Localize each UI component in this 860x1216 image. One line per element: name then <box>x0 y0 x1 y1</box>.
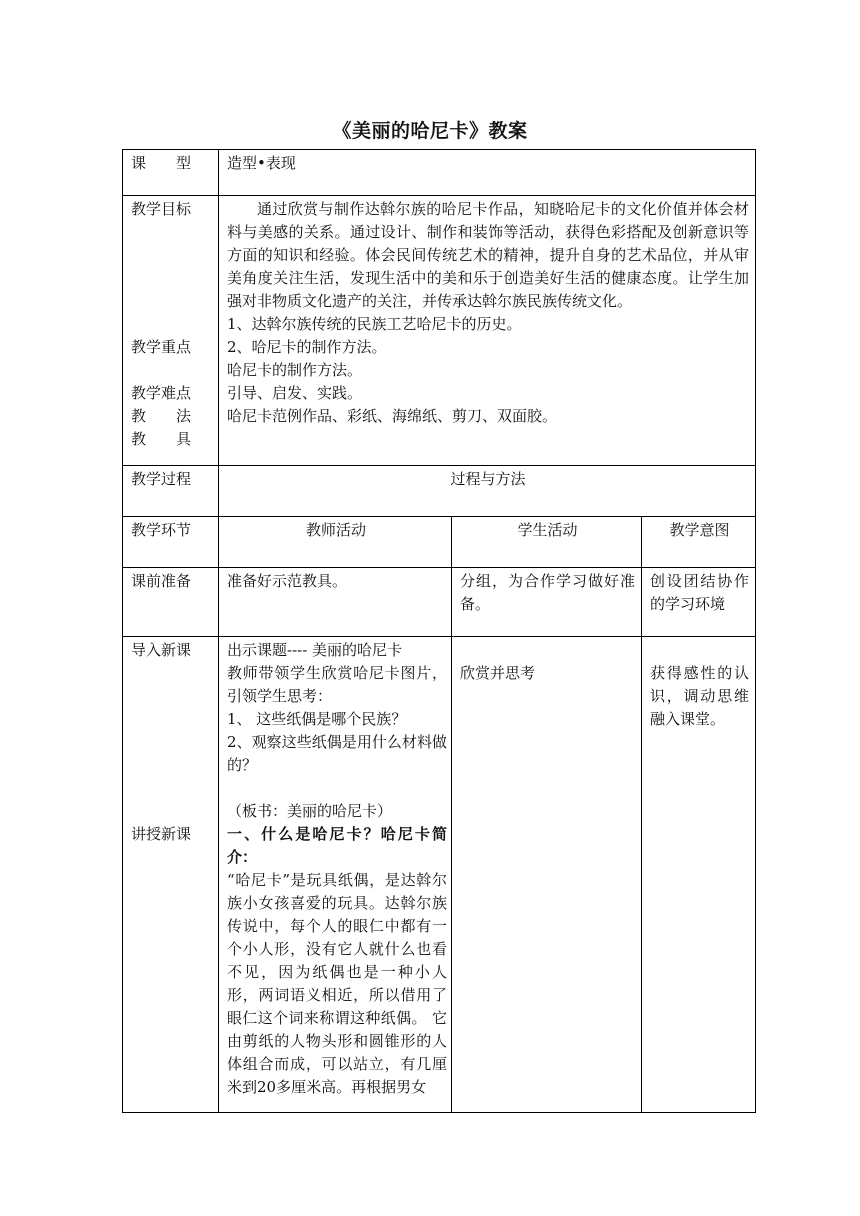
intro-line-5: （板书：美丽的哈尼卡） <box>227 802 393 820</box>
intro-stage-cell <box>123 637 219 1113</box>
method-text: 引导、启发、实践。 <box>227 384 363 402</box>
prep-teacher: 准备好示范教具。 <box>219 568 452 637</box>
intro-line-3: 1、 这些纸偶是哪个民族？ <box>227 710 407 728</box>
intro-teacher-cell <box>219 637 452 1113</box>
intro-student-cell <box>452 637 642 1113</box>
label-difficulty: 教学难点 <box>131 384 192 402</box>
label-method: 教 法 <box>131 407 192 425</box>
header-stage: 教学环节 <box>123 517 219 568</box>
row-prep <box>123 568 756 637</box>
row-objectives <box>123 196 756 466</box>
prep-intent: 创设团结协作的学习环境 <box>642 568 756 637</box>
prep-student: 分组，为合作学习做好准备。 <box>452 568 642 637</box>
header-intent: 教学意图 <box>642 517 756 568</box>
intro-intent: 获得感性的认识，调动思维融入课堂。 <box>650 664 749 728</box>
value-process: 过程与方法 <box>219 466 756 517</box>
intro-line-4: 2、观察这些纸偶是用什么材料做的？ <box>227 733 447 774</box>
label-key-points: 教学重点 <box>131 338 192 356</box>
label-tools: 教 具 <box>131 430 192 448</box>
key-point-2: 2、哈尼卡的制作方法。 <box>227 338 387 356</box>
intro-heading: 一、什么是哈尼卡？哈尼卡简介： <box>227 825 447 866</box>
intro-intent-cell <box>642 637 756 1113</box>
row-type <box>123 150 756 196</box>
row-intro <box>123 637 756 1113</box>
intro-line-2: 教师带领学生欣赏哈尼卡图片，引领学生思考： <box>227 664 447 705</box>
header-student: 学生活动 <box>452 517 642 568</box>
header-teacher: 教师活动 <box>219 517 452 568</box>
label-type: 课 型 <box>123 150 219 196</box>
objectives-content-cell <box>219 196 756 466</box>
difficulty-text: 哈尼卡的制作方法。 <box>227 361 363 379</box>
intro-student: 欣赏并思考 <box>460 664 536 682</box>
document-title: 《美丽的哈尼卡》教案 <box>332 120 528 142</box>
intro-line-1: 出示课题---- 美丽的哈尼卡 <box>227 641 403 659</box>
labels-objectives-cell <box>123 196 219 466</box>
intro-body: “哈尼卡”是玩具纸偶，是达斡尔族小女孩喜爱的玩具。达斡尔族传说中，每个人的眼仁中都有一个小人形，没有它人就什么也看不见，因为纸偶也是一种小人形，两词语义相近，所以借用了眼仁这个词来称谓这种纸偶。 它由剪纸的人物头形和圆锥形的人体组合而成，可以站立，有几厘米到20多厘米高。再根据男女 <box>227 871 447 1096</box>
label-process: 教学过程 <box>123 466 219 517</box>
value-type: 造型•表现 <box>219 150 756 196</box>
row-column-headers <box>123 517 756 568</box>
intro-stage: 导入新课 <box>131 641 192 659</box>
prep-stage: 课前准备 <box>123 568 219 637</box>
teach-stage: 讲授新课 <box>131 825 192 843</box>
objectives-text: 通过欣赏与制作达斡尔族的哈尼卡作品，知晓哈尼卡的文化价值并体会材料与美感的关系。通过设计、制作和装饰等活动，获得色彩搭配及创新意识等方面的知识和经验。体会民间传统艺术的精神，提升自身的艺术品位，并从审美角度关注生活，发现生活中的美和乐于创造美好生活的健康态度。让学生加强对非物质文化遗产的关注，并传承达斡尔族民族传统文化。 <box>227 200 749 310</box>
lesson-plan-table <box>122 149 756 1113</box>
row-process <box>123 466 756 517</box>
tools-text: 哈尼卡范例作品、彩纸、海绵纸、剪刀、双面胶。 <box>227 407 558 425</box>
label-objectives: 教学目标 <box>131 200 192 218</box>
key-point-1: 1、达斡尔族传统的民族工艺哈尼卡的历史。 <box>227 315 522 333</box>
